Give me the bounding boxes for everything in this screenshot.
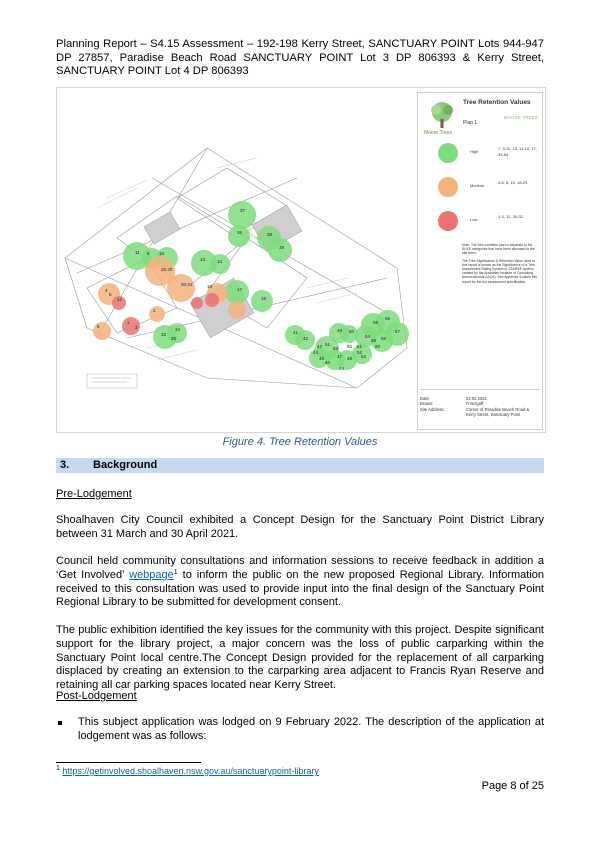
high-swatch <box>438 143 458 163</box>
page-number: Page 8 of 25 <box>481 780 544 792</box>
tree-label: 64 <box>339 366 345 371</box>
tree-label: 44 <box>313 350 319 355</box>
date-label: Date: <box>420 396 431 401</box>
legend-item-name: Low <box>470 217 478 222</box>
legend-note-1: Note: The tree condition plan is separate to the SULE categories that have been allocated to the site trees. <box>462 243 535 256</box>
tree-label: 5 <box>109 292 112 297</box>
bullet-marker <box>58 721 62 725</box>
tree-label: 43 <box>317 344 323 349</box>
tree-label: 6 <box>97 324 100 329</box>
tree-label: 12 <box>117 297 123 302</box>
tree-label: 37 <box>240 208 246 213</box>
site-value: Corner of Paradise Beach Road & Kerry Street, Sanctuary Point <box>466 406 530 418</box>
tree-label: 10 <box>159 251 165 256</box>
tree-retention-figure <box>56 87 546 433</box>
tree-label: 2 <box>153 308 156 313</box>
tree-label: 58 <box>381 336 387 341</box>
section-number: 3. <box>60 459 70 471</box>
tree-label: 36 <box>237 230 243 235</box>
legend-title: Tree Retention Values <box>463 99 531 106</box>
tree-label: 20-21 <box>181 282 193 287</box>
tree-label: 53 <box>361 354 367 359</box>
low-swatch <box>438 211 458 231</box>
site-label: Site Address: <box>420 406 445 412</box>
tree-label: 45 <box>319 356 325 361</box>
figure-caption: Figure 4. Tree Retention Values <box>222 436 378 448</box>
tree-label: 48 <box>347 356 353 361</box>
tree-label: 3 <box>135 325 138 330</box>
webpage-link[interactable]: webpage <box>129 568 174 581</box>
footnote-ref[interactable]: 1 <box>173 568 178 576</box>
legend-item-medium <box>424 177 538 207</box>
tree-label: 55 <box>373 320 379 325</box>
tree-label: 34 <box>175 327 181 332</box>
tree-label: 26-29 <box>161 267 173 272</box>
date-value: 22.02.2021 <box>466 396 487 401</box>
tree-label: 57 <box>395 329 401 334</box>
tree-label: 13 <box>200 257 206 262</box>
plan-legend <box>417 92 543 430</box>
footnote-divider <box>56 762 201 763</box>
tree-label: 39 <box>279 245 285 250</box>
medium-swatch <box>438 177 458 197</box>
legend-note-2: The Tree Significance & Retention Value used in this report is known as the Significance of a Tree, Assessment Rating System or STARS® system created by the Australian Institute of Consulting Arboriculturists (IACA). See Appendix 3 within this report for the full assessment specification. <box>462 258 538 284</box>
tree-label: 33 <box>161 332 167 337</box>
tree-label: 50 <box>349 329 355 334</box>
tree-label: 52 <box>357 350 363 355</box>
tree-label: 18 <box>207 284 213 289</box>
tree-label: 1 <box>127 320 130 325</box>
tree-label: 38 <box>267 232 273 237</box>
tree-label: 16 <box>261 296 267 301</box>
legend-item-name: Medium <box>470 183 485 188</box>
paragraph-text: Council held community consultations and information sessions to receive feedback in addition a ‘Get Involved’ <box>56 555 544 581</box>
tree-label: 47 <box>337 354 343 359</box>
legend-item-name: High <box>470 149 479 154</box>
legend-item-numbers: 1-3, 12, 30-32 <box>498 214 523 219</box>
brand-name: Moore Trees <box>424 130 453 136</box>
tree-label: 60 <box>375 344 381 349</box>
tree-label: 54 <box>365 334 371 339</box>
tree-label: 59 <box>371 338 377 343</box>
paragraph-text: to inform the public on the new proposed Regional Library. Information received to this consultation was used to provide input into the final design of the Sanctuary Point Regional Library to be submitted for development consent. <box>56 568 544 609</box>
paragraph: Shoalhaven City Council exhibited a Concept Design for the Sanctuary Point District Library between 31 March and 30 April 2021. <box>56 514 544 540</box>
footnote <box>56 766 319 776</box>
tree-label: 62 <box>347 344 353 349</box>
tree-label: 49 <box>337 328 343 333</box>
plan-label: Plan 1 <box>463 120 478 126</box>
legend-notes <box>462 243 538 287</box>
section-heading <box>56 458 544 473</box>
tree-label: 9 <box>147 251 150 256</box>
tree-label: 63 <box>333 346 339 351</box>
tree-label: 42 <box>303 336 309 341</box>
drawn-value: P.Vezgoff <box>466 401 484 407</box>
paragraph: The public exhibition identified the key issues for the community with this project. Despite significant support for the library project, a major concern was the loss of public carparking within the Sanctuary Point local centre.The Concept Design provided for the replacement of all carparking displaced by creating an extension to the carparking area adjacent to Francis Ryan Reserve and retaining all car parking spaces located near Kerry Street. <box>56 624 544 692</box>
legend-subtitle: MOORE TREES <box>503 115 538 120</box>
list-item-text: This subject application was lodged on 9 February 2022. The description of the application at lodgement was as follows: <box>78 716 544 742</box>
tree-label: 4 <box>105 288 108 293</box>
tree-label: 17 <box>237 287 243 292</box>
paragraph <box>56 555 544 610</box>
page-header: Planning Report – S4.15 Assessment – 192-198 Kerry Street, SANCTUARY POINT Lots 944-947 DP 27857, Paradise Beach Road SANCTUARY POINT Lot 3 DP 806393 & Kerry Street, SANCTUARY POINT Lot 4 DP 806393 <box>56 38 544 78</box>
legend-item-numbers: 4-6, 8, 15, 18-29 <box>498 180 528 185</box>
tree-label: 51 <box>325 342 331 347</box>
legend-item-numbers: 7, 9-11, 13, 14,16, 17, 33-64 <box>498 146 537 157</box>
footnote-link[interactable]: https://getinvolved.shoalhaven.nsw.gov.au/sanctuarypoint-library <box>62 766 319 776</box>
legend-item-high <box>424 143 538 173</box>
tree-label: 14 <box>217 259 223 264</box>
title-block <box>420 389 540 418</box>
drawn-label: Drawn: <box>420 401 434 407</box>
section-title: Background <box>93 459 158 471</box>
legend-item-low <box>424 211 538 241</box>
tree-label: 35 <box>171 336 177 341</box>
pre-lodgement-heading: Pre-Lodgement <box>56 488 132 500</box>
tree-label: 41 <box>293 330 299 335</box>
post-lodgement-heading: Post-Lodgement <box>56 690 137 702</box>
site-plan-map <box>57 88 415 432</box>
tree-label: 61 <box>357 344 363 349</box>
tree-label: 46 <box>325 360 331 365</box>
tree-label: 11 <box>135 250 140 255</box>
tree-logo-icon <box>427 101 457 131</box>
footnote-number: 1 <box>56 765 60 772</box>
tree-label: 56 <box>385 316 391 321</box>
